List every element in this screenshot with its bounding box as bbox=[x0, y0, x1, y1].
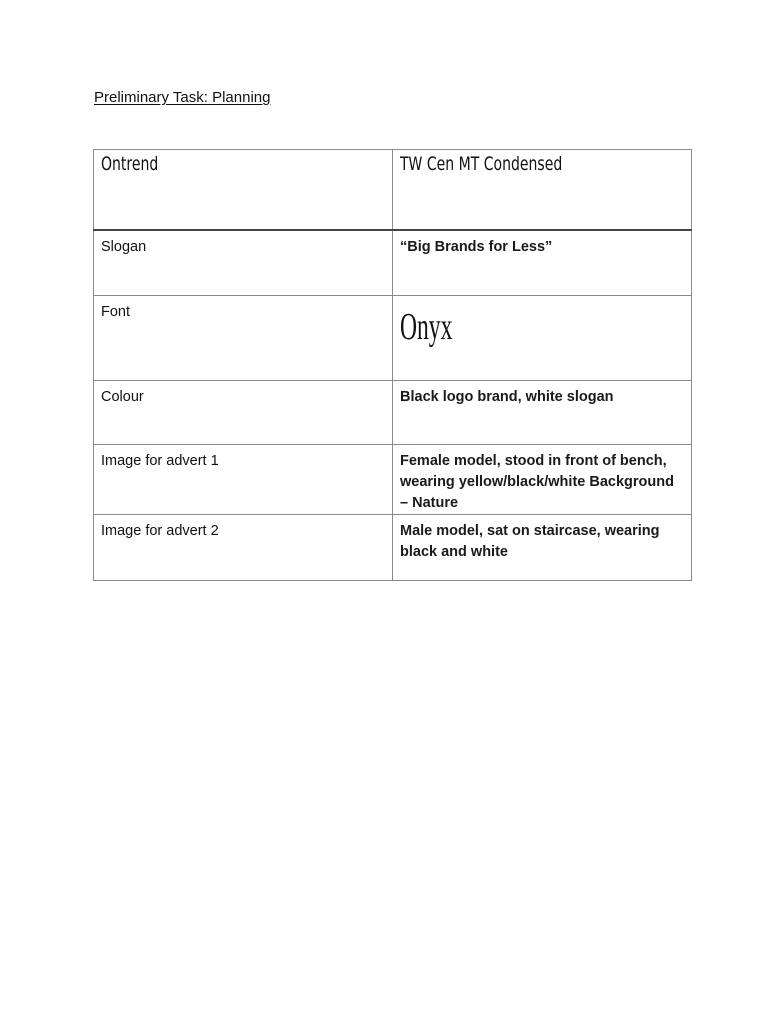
table-row-header bbox=[94, 150, 692, 230]
header-value-cell bbox=[393, 150, 692, 230]
header-label: Ontrend bbox=[101, 153, 159, 175]
row-value: Female model, stood in front of bench, wearing yellow/black/white Background – Nature bbox=[393, 445, 692, 515]
page-title: Preliminary Task: Planning bbox=[94, 89, 271, 106]
table-row-advert-1 bbox=[94, 445, 692, 515]
table-row-slogan bbox=[94, 230, 692, 296]
row-label: Slogan bbox=[94, 230, 393, 296]
table-row-advert-2 bbox=[94, 515, 692, 581]
font-sample: Onyx bbox=[400, 306, 453, 348]
row-value: Male model, sat on staircase, wearing black and white bbox=[393, 515, 692, 581]
table-row-colour bbox=[94, 381, 692, 445]
row-label: Image for advert 2 bbox=[94, 515, 393, 581]
row-value-cell bbox=[393, 296, 692, 381]
table-row-font bbox=[94, 296, 692, 381]
header-value: TW Cen MT Condensed bbox=[400, 153, 563, 175]
row-value: “Big Brands for Less” bbox=[393, 230, 692, 296]
row-label: Colour bbox=[94, 381, 393, 445]
header-label-cell bbox=[94, 150, 393, 230]
planning-table bbox=[93, 149, 692, 581]
row-value: Black logo brand, white slogan bbox=[393, 381, 692, 445]
row-label: Image for advert 1 bbox=[94, 445, 393, 515]
row-label: Font bbox=[94, 296, 393, 381]
